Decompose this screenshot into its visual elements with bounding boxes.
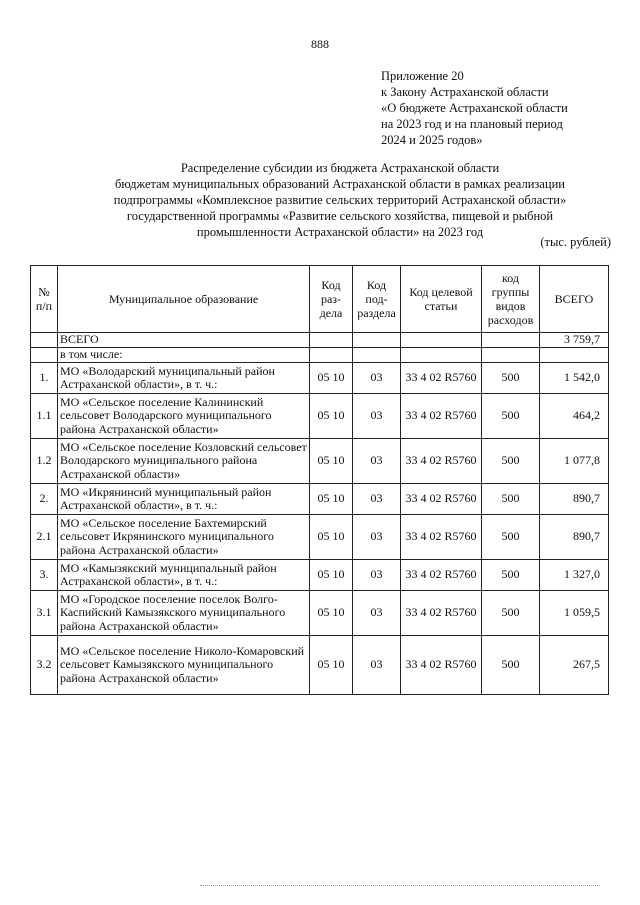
header-podrazdel: Код под-раздела: [353, 266, 401, 333]
table-row: [31, 394, 609, 439]
title-line: Распределение субсидии из бюджета Астраханской области: [180, 161, 500, 175]
row-total: 890,7: [540, 484, 609, 515]
row-target: 33 4 02 R5760: [401, 363, 482, 394]
title-line: бюджетам муниципальных образований Астраханской области в рамках реализации: [115, 177, 565, 191]
row-name: МО «Камызякский муниципальный район Астраханской области», в т. ч.:: [58, 560, 310, 591]
row-name: МО «Сельское поселение Бахтемирский сельсовет Икрянинского муниципального района Астраханской области»: [58, 515, 310, 560]
row-num: 1.1: [31, 394, 58, 439]
row-name: МО «Икрянинсий муниципальный район Астраханской области», в т. ч.:: [58, 484, 310, 515]
row-target: 33 4 02 R5760: [401, 394, 482, 439]
table-cell: [310, 333, 353, 348]
table-cell: [310, 348, 353, 363]
row-name: МО «Сельское поселение Козловский сельсовет Володарского муниципального района Астраханской области»: [58, 439, 310, 484]
annex-line: «О бюджете Астраханской области: [381, 101, 568, 115]
row-razdel: 05 10: [310, 636, 353, 695]
row-total: 1 542,0: [540, 363, 609, 394]
row-target: 33 4 02 R5760: [401, 636, 482, 695]
row-target: 33 4 02 R5760: [401, 591, 482, 636]
row-name: МО «Сельское поселение Калининский сельсовет Володарского муниципального района Астраханской области»: [58, 394, 310, 439]
total-value: 3 759,7: [540, 333, 609, 348]
row-name: МО «Володарский муниципальный район Астраханской области», в т. ч.:: [58, 363, 310, 394]
table-cell: [540, 348, 609, 363]
row-podrazdel: 03: [353, 591, 401, 636]
row-podrazdel: 03: [353, 515, 401, 560]
row-num: 1.2: [31, 439, 58, 484]
row-num: 2.1: [31, 515, 58, 560]
row-num: 3.: [31, 560, 58, 591]
row-total: 1 077,8: [540, 439, 609, 484]
row-group: 500: [482, 484, 540, 515]
row-name: МО «Сельское поселение Николо-Комаровский сельсовет Камызякского муниципального района Астраханской области»: [58, 636, 310, 695]
row-total: 1 059,5: [540, 591, 609, 636]
table-row: [31, 363, 609, 394]
row-group: 500: [482, 636, 540, 695]
row-podrazdel: 03: [353, 636, 401, 695]
row-group: 500: [482, 394, 540, 439]
row-podrazdel: 03: [353, 439, 401, 484]
table-row: [31, 439, 609, 484]
header-razdel: Код раз-дела: [310, 266, 353, 333]
header-name: Муниципальное образование: [58, 266, 310, 333]
units-label: (тыс. рублей): [540, 235, 611, 249]
header-total: ВСЕГО: [540, 266, 609, 333]
table-cell: [353, 348, 401, 363]
total-label: ВСЕГО: [58, 333, 310, 348]
row-razdel: 05 10: [310, 363, 353, 394]
table-row: [31, 636, 609, 695]
row-num: 2.: [31, 484, 58, 515]
row-podrazdel: 03: [353, 363, 401, 394]
table-cell: [401, 348, 482, 363]
including-row: [31, 348, 609, 363]
document-title: [70, 160, 610, 240]
row-podrazdel: 03: [353, 394, 401, 439]
row-target: 33 4 02 R5760: [401, 515, 482, 560]
table-cell: [482, 348, 540, 363]
row-razdel: 05 10: [310, 560, 353, 591]
annex-line: 2024 и 2025 годов»: [381, 133, 483, 147]
annex-line: на 2023 год и на плановый период: [381, 117, 563, 131]
table-row: [31, 484, 609, 515]
table-cell: [31, 333, 58, 348]
row-target: 33 4 02 R5760: [401, 484, 482, 515]
row-podrazdel: 03: [353, 560, 401, 591]
row-group: 500: [482, 515, 540, 560]
row-group: 500: [482, 591, 540, 636]
table-header-row: [31, 266, 609, 333]
row-total: 267,5: [540, 636, 609, 695]
header-group: код группы видов расходов: [482, 266, 540, 333]
header-num: № п/п: [31, 266, 58, 333]
table-cell: [482, 333, 540, 348]
annex-line: к Закону Астраханской области: [381, 85, 549, 99]
annex-line: Приложение 20: [381, 69, 464, 83]
subsidy-table: [30, 265, 609, 695]
row-podrazdel: 03: [353, 484, 401, 515]
table-cell: [31, 348, 58, 363]
table-cell: [353, 333, 401, 348]
row-num: 3.2: [31, 636, 58, 695]
total-row: [31, 333, 609, 348]
row-razdel: 05 10: [310, 439, 353, 484]
row-name: МО «Городское поселение поселок Волго-Каспийский Камызякского муниципального района Астраханской области»: [58, 591, 310, 636]
page-number: 888: [311, 37, 329, 51]
row-total: 890,7: [540, 515, 609, 560]
table-row: [31, 591, 609, 636]
header-target: Код целевой статьи: [401, 266, 482, 333]
row-group: 500: [482, 439, 540, 484]
including-label: в том числе:: [58, 348, 310, 363]
row-razdel: 05 10: [310, 515, 353, 560]
row-razdel: 05 10: [310, 591, 353, 636]
row-num: 3.1: [31, 591, 58, 636]
title-line: подпрограммы «Комплексное развитие сельских территорий Астраханской области»: [113, 193, 567, 207]
title-line: государственной программы «Развитие сельского хозяйства, пищевой и рыбной: [126, 209, 554, 223]
annex-block: [381, 68, 568, 148]
row-razdel: 05 10: [310, 394, 353, 439]
row-num: 1.: [31, 363, 58, 394]
row-total: 464,2: [540, 394, 609, 439]
row-target: 33 4 02 R5760: [401, 560, 482, 591]
row-target: 33 4 02 R5760: [401, 439, 482, 484]
scan-divider: [200, 885, 600, 886]
row-group: 500: [482, 560, 540, 591]
table-row: [31, 515, 609, 560]
table-cell: [401, 333, 482, 348]
row-total: 1 327,0: [540, 560, 609, 591]
table-row: [31, 560, 609, 591]
title-line: промышленности Астраханской области» на 2023 год: [196, 225, 484, 239]
row-group: 500: [482, 363, 540, 394]
row-razdel: 05 10: [310, 484, 353, 515]
